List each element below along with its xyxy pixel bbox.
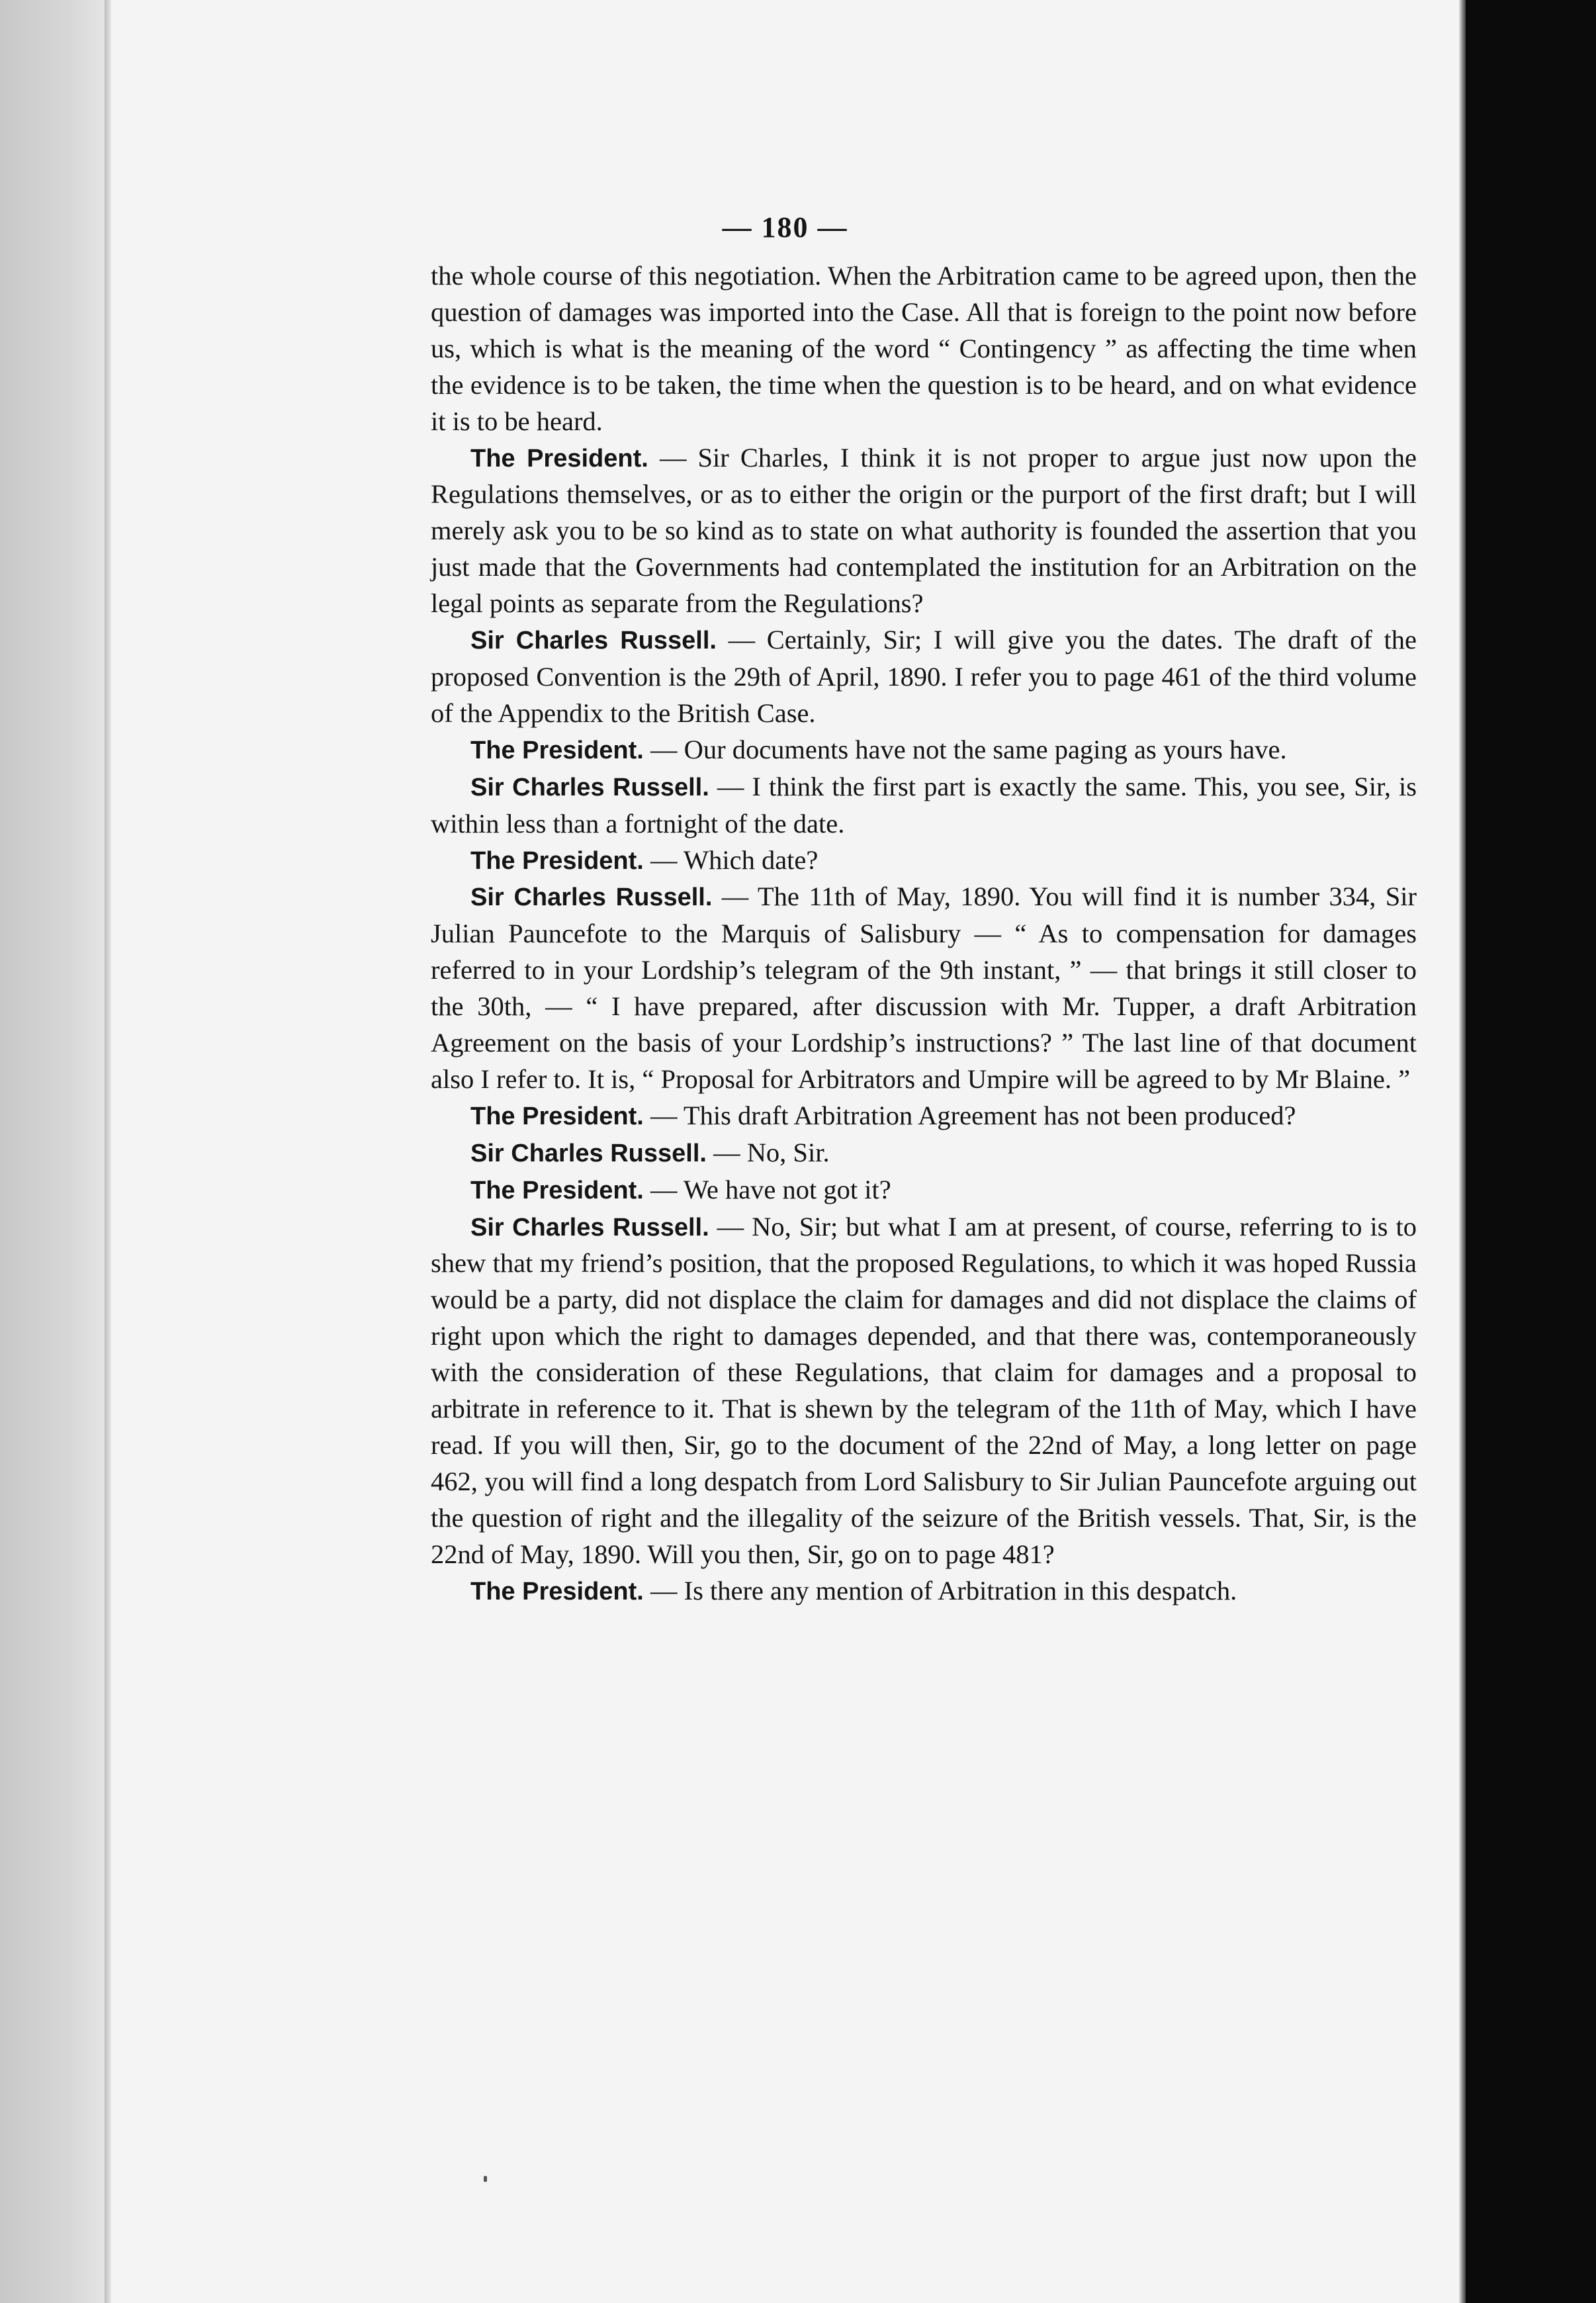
- scan-right-margin: [1466, 0, 1596, 2303]
- ink-speck: [484, 2176, 487, 2182]
- paragraph-0: [431, 258, 1417, 440]
- speaker-label: Sir Charles Russell.: [470, 773, 709, 801]
- speaker-label: The President.: [470, 1176, 644, 1204]
- paragraph-9: [431, 1172, 1417, 1209]
- speaker-label: Sir Charles Russell.: [470, 627, 717, 655]
- page-body: [431, 258, 1417, 1610]
- paragraph-8: [431, 1135, 1417, 1172]
- paragraph-11: [431, 1573, 1417, 1610]
- paragraph-text: — Is there any mention of Arbitration in this despatch.: [650, 1575, 1237, 1605]
- paragraph-text: — We have not got it?: [650, 1174, 891, 1204]
- paragraph-text: — Our documents have not the same paging as yours have.: [650, 734, 1287, 764]
- speaker-label: Sir Charles Russell.: [470, 883, 713, 912]
- paragraph-text: the whole course of this negotiation. When the Arbitration came to be agreed upon, then the question of damages was imported into the Case. All that is foreign to the point now before us, which is what is the meaning of the word “ Contingency ” as affecting the time when the evidence is to be taken, the time when the question is to be heard, and on what evidence it is to be heard.: [431, 261, 1417, 436]
- speaker-label: The President.: [470, 736, 644, 764]
- paragraph-text: — Which date?: [650, 844, 819, 875]
- paragraph-text: — This draft Arbitration Agreement has not been produced?: [650, 1100, 1296, 1130]
- paragraph-text: — Certainly, Sir; I will give you the dates. The draft of the proposed Convention is the 29th of April, 1890. I refer you to page 461 of the third volume of the Appendix to the British Case.: [431, 625, 1417, 728]
- paragraph-3: [431, 732, 1417, 769]
- paragraph-1: [431, 440, 1417, 623]
- book-page: [111, 0, 1459, 2303]
- paragraph-text: — Sir Charles, I think it is not proper to argue just now upon the Regulations themselves, or as to either the origin or the purport of the first draft; but I will merely ask you to be so kind as to state on what authority is founded the assertion that you just made that the Governments had contemplated the institution for an Arbitration on the legal points as separate from the Regulations?: [431, 442, 1417, 619]
- paragraph-text: — The 11th of May, 1890. You will find it is number 334, Sir Julian Pauncefote to the Marquis of Salisbury — “ As to compensation for damages referred to in your Lordship’s telegram of the 9th instant, ” — that brings it still closer to the 30th, — “ I have prepared, after discussion with Mr. Tupper, a draft Arbitration Agreement on the basis of your Lordship’s instructions? ” The last line of that document also I refer to. It is, “ Proposal for Arbitrators and Umpire will be agreed to by Mr Blaine. ”: [431, 881, 1417, 1094]
- speaker-label: The President.: [470, 444, 648, 473]
- paragraph-5: [431, 842, 1417, 880]
- speaker-label: The President.: [470, 1102, 644, 1130]
- paragraph-2: [431, 622, 1417, 732]
- paragraph-7: [431, 1098, 1417, 1135]
- speaker-label: The President.: [470, 846, 644, 875]
- paragraph-6: [431, 879, 1417, 1097]
- scan-left-edge: [105, 0, 111, 2303]
- paragraph-text: — I think the first part is exactly the same. This, you see, Sir, is within less than a fortnight of the date.: [431, 771, 1417, 838]
- paragraph-text: — No, Sir; but what I am at present, of course, referring to is to shew that my friend’s position, that the proposed Regulations, to which it was hoped Russia would be a party, did not displace the claim for damages and did not displace the claims of right upon which the right to damages depended, and that there was, contemporaneously with the consideration of these Regulations, that claim for damages and a proposal to arbitrate in reference to it. That is shewn by the telegram of the 11th of May, which I have read. If you will then, Sir, go to the document of the 22nd of May, a long letter on page 462, you will find a long despatch from Lord Salisbury to Sir Julian Pauncefote arguing out the question of right and the illegality of the seizure of the British vessels. That, Sir, is the 22nd of May, 1890. Will you then, Sir, go on to page 481?: [431, 1211, 1417, 1569]
- scan-left-margin: [0, 0, 109, 2303]
- speaker-label: Sir Charles Russell.: [470, 1139, 707, 1167]
- paragraph-10: [431, 1209, 1417, 1573]
- page-number: — 180 —: [722, 211, 848, 244]
- speaker-label: Sir Charles Russell.: [470, 1213, 709, 1242]
- paragraph-text: — No, Sir.: [713, 1137, 830, 1167]
- paragraph-4: [431, 769, 1417, 842]
- speaker-label: The President.: [470, 1577, 644, 1605]
